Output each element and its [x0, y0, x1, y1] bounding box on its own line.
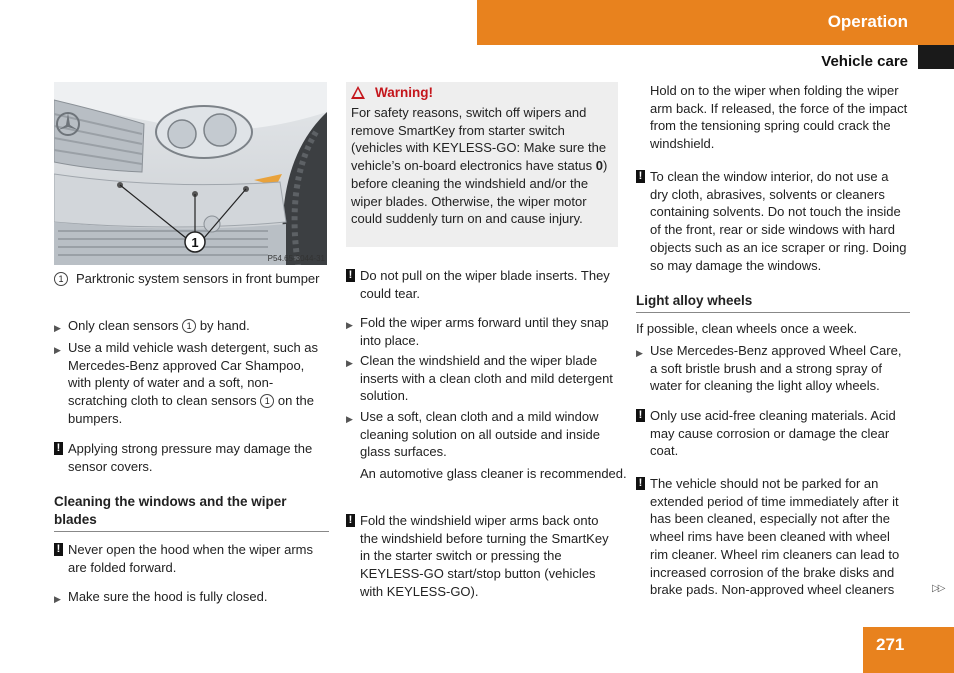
section-heading: Light alloy wheels — [636, 292, 910, 313]
notice-block — [346, 512, 620, 601]
warning-content — [351, 85, 617, 228]
next-page-icon: ▷▷ — [932, 583, 944, 594]
bullet-text: Clean the windshield and the wiper blade inserts with a clean cloth and mild detergent solution. — [360, 353, 613, 404]
exclamation-box-icon: ! — [346, 514, 355, 527]
inline-callout: 1 — [260, 394, 274, 408]
notice-text: Only use acid-free cleaning materials. Acid may cause corrosion or damage the clear coat. — [650, 408, 896, 459]
section-heading: Cleaning the windows and the wiper blades — [54, 493, 329, 532]
bullet-triangle-icon: ▶ — [346, 358, 353, 368]
exclamation-box-icon: ! — [346, 269, 355, 282]
bullet-note: An automotive glass cleaner is recommended. — [360, 466, 627, 481]
warning-text-part: For safety reasons, switch off wipers and remove SmartKey from starter switch (vehicles with KEYLESS-GO: Make sure the vehicle’s on-board electronics have status — [351, 105, 607, 174]
bullet-text: Use Mercedes-Benz approved Wheel Care, a soft bristle brush and a strong spray of water for cleaning the light alloy wheels. — [650, 343, 902, 394]
bullet-triangle-icon: ▶ — [346, 414, 353, 424]
notice-text: Never open the hood when the wiper arms are folded forward. — [68, 542, 313, 575]
section-tab-marker — [918, 45, 954, 69]
exclamation-box-icon: ! — [54, 543, 63, 556]
bullet-text: by hand. — [199, 318, 250, 333]
notice-block — [636, 475, 910, 599]
bullet-triangle-icon: ▶ — [54, 323, 61, 333]
notice-text: Fold the windshield wiper arms back onto the windshield before turning the SmartKey in the starter switch or pressing the KEYLESS-GO start/stop button (vehicles with KEYLESS-GO). — [360, 513, 609, 599]
bullet-text: Only clean sensors — [68, 318, 179, 333]
notice-block — [54, 440, 329, 475]
bullet-text: on the bumpers. — [68, 393, 315, 426]
warning-text-part: ) before cleaning the windshield and/or the wiper blades. Otherwise, the wiper motor could suddenly turn on and cause injury. — [351, 158, 608, 227]
warning-triangle-icon — [351, 86, 365, 99]
bullet-text: Fold the wiper arms forward until they snap into place. — [360, 315, 609, 348]
continued-text: Hold on to the wiper when folding the wiper arm back. If released, the force of the impact from the tensioning spring could crack the windshield. — [650, 83, 908, 152]
list-item — [346, 352, 620, 405]
bullet-text: Make sure the hood is fully closed. — [68, 589, 268, 604]
section-title: Operation — [827, 12, 908, 31]
intro-text: If possible, clean wheels once a week. — [636, 321, 858, 336]
notice-block — [636, 168, 910, 274]
legend-text: Parktronic system sensors in front bumper — [76, 271, 320, 286]
exclamation-box-icon: ! — [636, 477, 645, 490]
bullet-triangle-icon: ▶ — [346, 320, 353, 330]
page-subtitle: Vehicle care — [821, 53, 908, 70]
warning-title: Warning! — [375, 85, 433, 100]
notice-text: Applying strong pressure may damage the sensor covers. — [68, 441, 313, 474]
car-front-illustration — [54, 82, 327, 265]
photo-legend — [54, 270, 329, 288]
bullet-text: Use a mild vehicle wash detergent, such as Mercedes-Benz approved Car Shampoo, with plenty of water and a soft, non-scratching cloth to clean sensors — [68, 340, 319, 409]
list-item — [54, 339, 329, 428]
bullet-triangle-icon: ▶ — [54, 594, 61, 604]
warning-text — [351, 104, 617, 228]
status-value: 0 — [595, 158, 603, 174]
list-item — [636, 342, 910, 395]
inline-callout: 1 — [182, 319, 196, 333]
list-item — [346, 408, 620, 461]
exclamation-box-icon: ! — [636, 409, 645, 422]
bullet-triangle-icon: ▶ — [54, 345, 61, 355]
bullet-triangle-icon: ▶ — [636, 348, 643, 358]
page-number: 271 — [876, 635, 905, 654]
notice-text: Do not pull on the wiper blade inserts. They could tear. — [360, 268, 610, 301]
exclamation-box-icon: ! — [636, 170, 645, 183]
list-item — [54, 317, 329, 338]
bullet-text: Use a soft, clean cloth and a mild window cleaning solution on all outside and inside glass surfaces. — [360, 409, 600, 460]
notice-text: The vehicle should not be parked for an extended period of time immediately after it has been cleaned, especially not after the wheel rims have been cleaned with wheel rim cleaner. Wheel rim cleaners can lead to increased corrosion of the brake disks and brake pads. Non-approved wheel cleaners — [650, 476, 900, 598]
notice-block — [346, 267, 620, 302]
legend-number: 1 — [54, 272, 68, 286]
photo-code: P54.65-3044-31 — [267, 254, 325, 263]
list-item — [346, 314, 620, 349]
notice-text: To clean the window interior, do not use a dry cloth, abrasives, solvents or cleaners containing solvents. Do not touch the inside of the front, rear or side windows with hard objects such as an ice scraper or ring. Doing so may damage the windows. — [650, 169, 907, 273]
notice-block — [636, 407, 910, 460]
exclamation-box-icon: ! — [54, 442, 63, 455]
photo-callout-number: 1 — [191, 235, 199, 250]
list-item — [54, 588, 329, 609]
bumper-photo — [54, 82, 327, 265]
notice-block — [54, 541, 329, 576]
